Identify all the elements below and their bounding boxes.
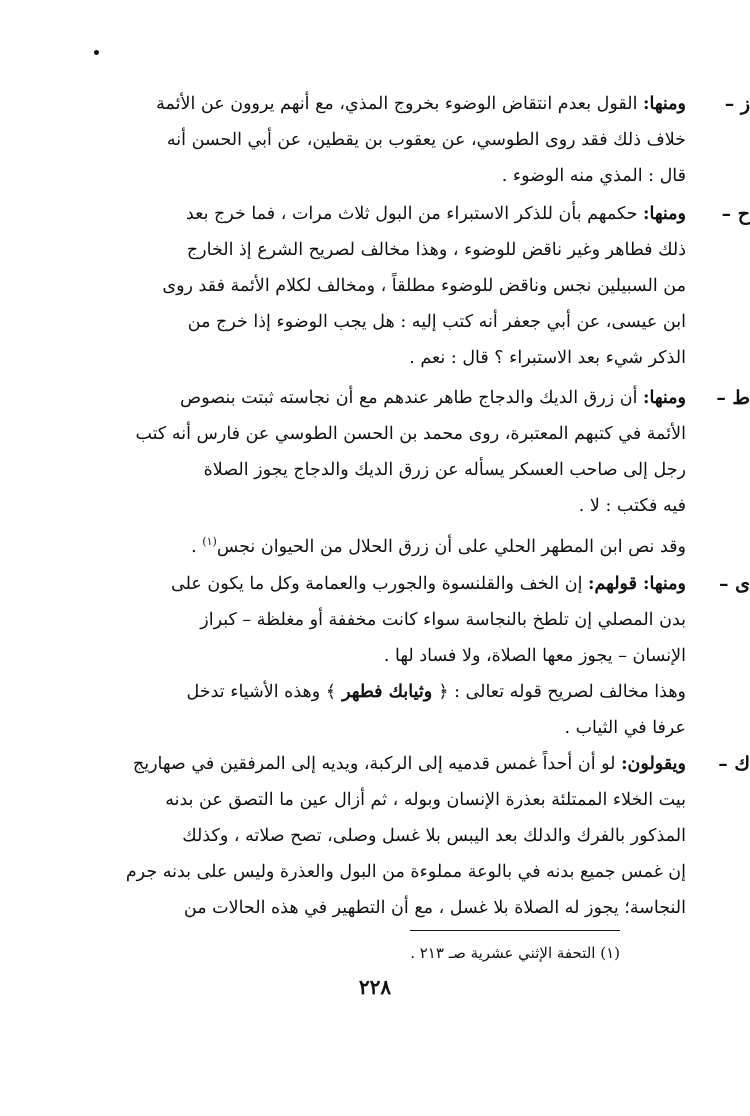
text-line: رجل إلى صاحب العسكر يسأله عن زرق الديك والدجاج يجوز الصلاة bbox=[203, 460, 686, 480]
text-line: بيت الخلاء الممتلئة بعذرة الإنسان وبوله ، ثم أزال عين ما التصق عن بدنه bbox=[165, 790, 686, 810]
section-ta bbox=[56, 380, 750, 560]
section-marker: ز – bbox=[724, 93, 750, 115]
text-line: ذلك فطاهر وغير ناقض للوضوء ، وهذا مخالف لصريح الشرع إذ الخارج bbox=[186, 240, 686, 260]
section-ya bbox=[56, 566, 750, 746]
footnote-divider bbox=[410, 930, 620, 931]
text-line: الأئمة في كتبهم المعتبرة، روى محمد بن الحسن الطوسي عن فارس أنه كتب bbox=[135, 424, 686, 444]
text-line: ومنها: أن زرق الديك والدجاج طاهر عندهم مع أن نجاسته ثبتت بنصوص bbox=[180, 388, 686, 408]
section-zay bbox=[56, 86, 750, 194]
text-line: قال : المذي منه الوضوء . bbox=[501, 166, 686, 186]
page-number: ٢٢٨ bbox=[358, 975, 392, 999]
text-line: عرفا في الثياب . bbox=[564, 718, 686, 738]
text-line: إن غمس جميع بدنه في بالوعة مملوءة من البول والعذرة وليس على بدنه جرم bbox=[125, 862, 686, 882]
text-line: ابن عيسى، عن أبي جعفر أنه كتب إليه : هل يجب الوضوء إذا خرج من bbox=[187, 312, 686, 332]
text-line: من السبيلين نجس وناقض للوضوء مطلقاً ، ومخالف لكلام الأئمة فقد روى bbox=[162, 276, 686, 296]
text-line: خلاف ذلك فقد روى الطوسي، عن يعقوب بن يقطين، عن أبي الحسن أنه bbox=[166, 130, 686, 150]
text-line: المذكور بالفرك والدلك بعد اليبس بلا غسل وصلى، تصح صلاته ، وكذلك bbox=[182, 826, 686, 846]
footnote: (١) التحفة الإثني عشرية صـ ٢١٣ . bbox=[410, 944, 620, 962]
text-line: الذكر شيء بعد الاستبراء ؟ قال : نعم . bbox=[409, 348, 686, 368]
footnote-ref: (١) bbox=[202, 535, 217, 548]
text-line: فيه فكتب : لا . bbox=[578, 496, 686, 516]
quran-verse: وثيابك فطهر bbox=[336, 682, 439, 702]
section-marker: ك – bbox=[718, 753, 750, 775]
text-line: وقد نص ابن المطهر الحلي على أن زرق الحلال من الحيوان نجس$^{(١)}$ . bbox=[191, 535, 686, 557]
text-line: وهذا مخالف لصريح قوله تعالى : ﴿ وثيابك فطهر ﴾ وهذه الأشياء تدخل bbox=[186, 682, 686, 702]
section-kaf bbox=[56, 746, 750, 926]
section-ha bbox=[56, 196, 750, 376]
section-marker: ى – bbox=[719, 573, 750, 595]
section-lead: ويقولون: bbox=[621, 754, 686, 774]
text-line: بدن المصلي إن تلطخ بالنجاسة سواء كانت مخففة أو مغلظة – كبراز bbox=[200, 610, 686, 630]
section-marker: ح – bbox=[721, 203, 750, 225]
section-lead: ومنها: bbox=[643, 388, 686, 408]
speck-mark bbox=[94, 50, 99, 55]
text-line: الإنسان – يجوز معها الصلاة، ولا فساد لها . bbox=[383, 646, 686, 666]
text-line: ومنها: حكمهم بأن للذكر الاستبراء من البول ثلاث مرات ، فما خرج بعد bbox=[185, 204, 686, 224]
section-lead: ومنها: قولهم: bbox=[588, 574, 686, 594]
text-line: ومنها: قولهم: إن الخف والقلنسوة والجورب والعمامة وكل ما يكون على bbox=[171, 574, 686, 594]
text-line: النجاسة؛ يجوز له الصلاة بلا غسل ، مع أن التطهير في هذه الحالات من bbox=[183, 898, 686, 918]
section-marker: ط – bbox=[716, 387, 750, 409]
text-line: ومنها: القول بعدم انتقاض الوضوء بخروج المذي، مع أنهم يروون عن الأئمة bbox=[156, 94, 686, 114]
text-line: ويقولون: لو أن أحداً غمس قدميه إلى الركبة، ويديه إلى المرفقين في صهاريج bbox=[132, 754, 686, 774]
section-lead: ومنها: bbox=[643, 94, 686, 114]
section-lead: ومنها: bbox=[643, 204, 686, 224]
